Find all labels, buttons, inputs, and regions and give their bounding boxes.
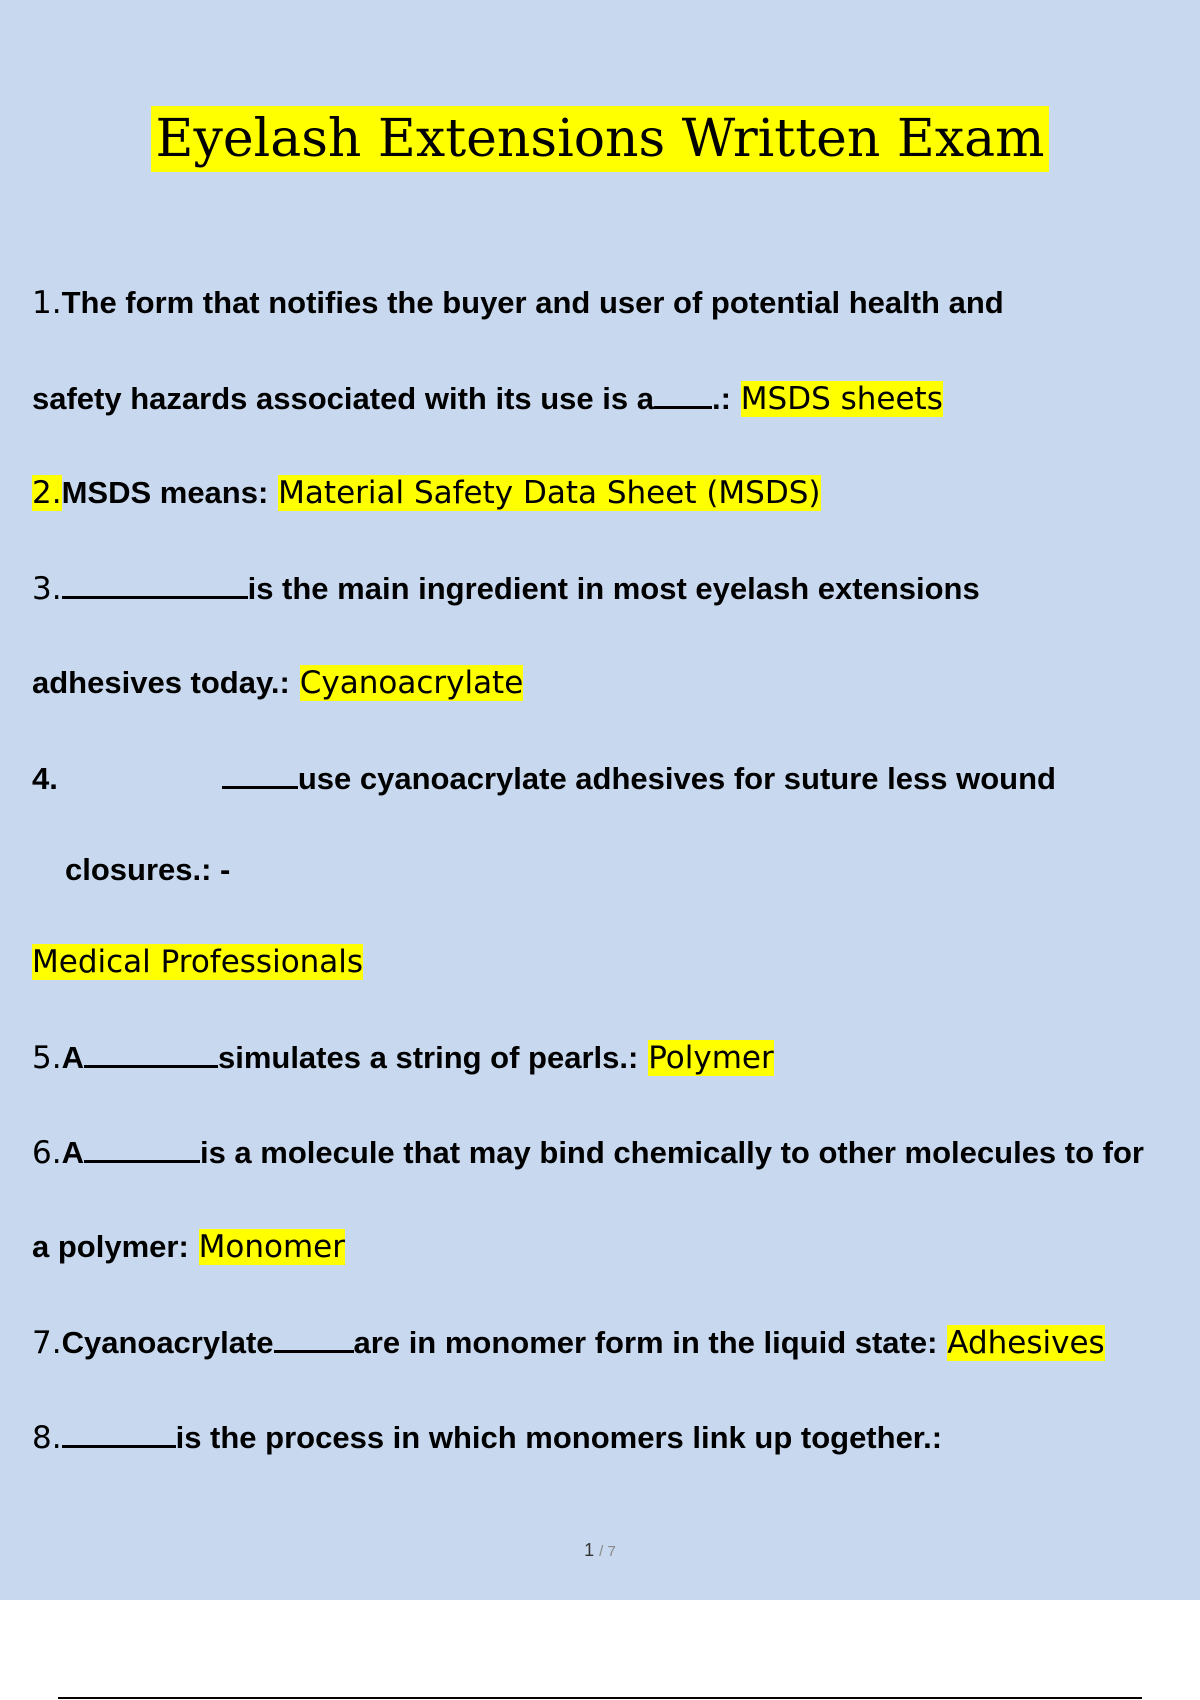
question-text: a polymer:	[32, 1229, 189, 1264]
question-2	[32, 471, 821, 515]
question-text: A	[61, 1040, 84, 1075]
question-text: .:	[711, 381, 731, 416]
title-wrap	[0, 106, 1200, 172]
question-1-line-1	[32, 281, 1004, 325]
answer-blank	[84, 1130, 200, 1163]
answer-text: Polymer	[648, 1040, 774, 1076]
question-number: 6.	[32, 1135, 62, 1171]
answer-blank	[62, 566, 248, 599]
question-number: 7.	[32, 1325, 62, 1361]
question-7	[32, 1320, 1105, 1365]
question-text: safety hazards associated with its use is a	[32, 381, 654, 416]
document-title: Eyelash Extensions Written Exam	[151, 106, 1048, 172]
answer-text: Monomer	[198, 1229, 345, 1265]
question-text: is the main ingredient in most eyelash extensions	[247, 571, 980, 606]
question-8	[32, 1415, 942, 1460]
page-current: 1	[584, 1540, 595, 1560]
question-number: 5.	[32, 1040, 62, 1076]
question-text: use cyanoacrylate adhesives for suture less wound	[297, 761, 1056, 796]
question-text: simulates a string of pearls.:	[217, 1040, 639, 1075]
answer-blank	[222, 756, 298, 789]
question-6-line-1	[32, 1130, 1144, 1175]
question-number: 4.	[32, 761, 58, 796]
answer-blank	[62, 1415, 176, 1448]
question-number: 8.	[32, 1420, 62, 1456]
question-number: 2.	[32, 475, 62, 511]
answer-text: Medical Professionals	[32, 944, 364, 980]
question-text: adhesives today.:	[32, 665, 290, 700]
question-text: MSDS means:	[61, 475, 269, 510]
question-4-answer	[32, 940, 363, 984]
question-text: is a molecule that may bind chemically to other molecules to for	[199, 1135, 1144, 1170]
question-text: The form that notifies the buyer and user of potential health and	[61, 285, 1004, 320]
question-3-line-1	[32, 566, 980, 611]
question-number: 3.	[32, 571, 62, 607]
answer-blank	[274, 1320, 354, 1353]
answer-text: Adhesives	[947, 1325, 1105, 1361]
question-6-line-2	[32, 1225, 345, 1269]
question-4-line-1	[32, 756, 1056, 801]
question-text: Cyanoacrylate	[61, 1325, 274, 1360]
question-number: 1.	[32, 285, 62, 321]
question-5	[32, 1035, 774, 1080]
answer-text: MSDS sheets	[740, 381, 943, 417]
page-total: / 7	[599, 1543, 616, 1560]
next-page-rule	[58, 1697, 1142, 1699]
answer-blank	[654, 376, 712, 409]
page-indicator	[0, 1540, 1200, 1561]
answer-text: Material Safety Data Sheet (MSDS)	[278, 475, 821, 511]
question-1-line-2	[32, 376, 943, 421]
question-3-line-2	[32, 661, 523, 705]
answer-blank	[84, 1035, 218, 1068]
question-4-line-2	[65, 848, 230, 892]
question-text: is the process in which monomers link up together.:	[175, 1420, 943, 1455]
question-text: A	[61, 1135, 84, 1170]
question-text: are in monomer form in the liquid state:	[353, 1325, 938, 1360]
question-text: closures.: -	[65, 852, 231, 887]
answer-text: Cyanoacrylate	[299, 665, 524, 701]
